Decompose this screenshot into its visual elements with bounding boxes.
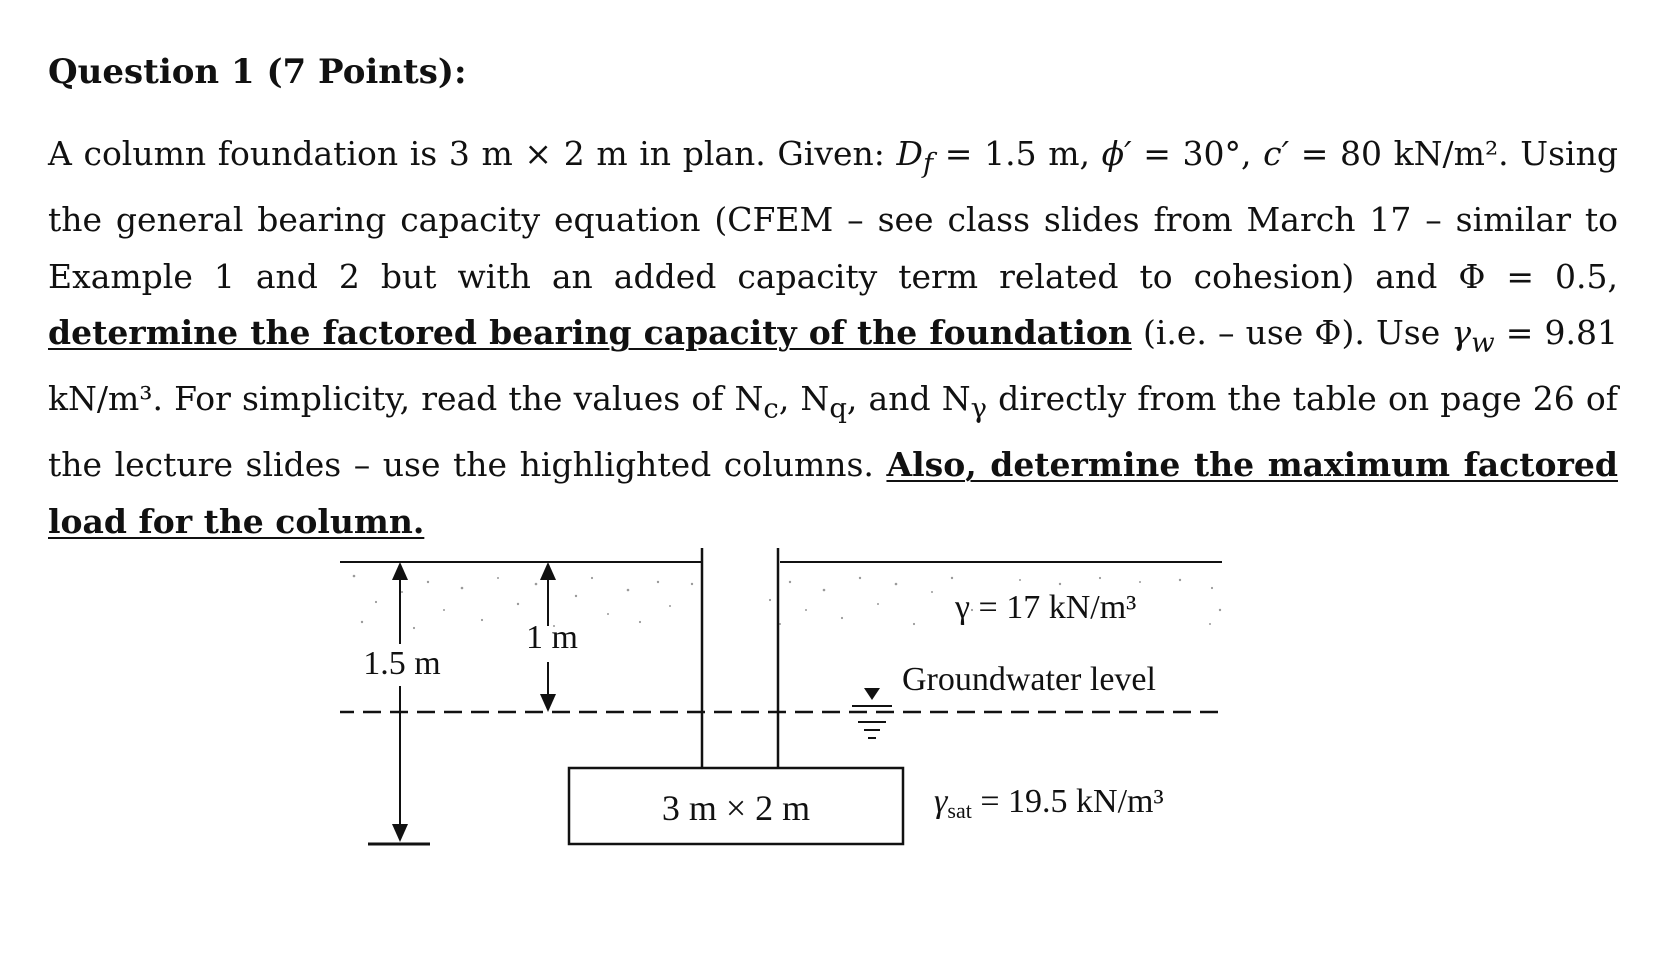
phi-symbol: ϕ′ [1101, 134, 1132, 173]
problem-text-2: = 1.5 m, [933, 134, 1102, 173]
cohesion-symbol: c′ [1263, 134, 1290, 173]
foundation-diagram [340, 548, 1300, 910]
problem-text-7: = 9.81 kN/m³. For simplicity, read the values of N [48, 313, 1618, 419]
problem-text-5: Using the general bearing capacity equation (CFEM – see class slides from March 17 – similar to Example 1 and 2 but with an added capacity term related to cohesion) and Φ = 0.5, [48, 134, 1618, 296]
problem-text-4: = 80 kN/m². [1289, 134, 1509, 173]
gamma-w-subscript: w [1471, 326, 1495, 359]
gamma-w-symbol: γ [1451, 313, 1472, 353]
df-subscript: f [922, 147, 934, 180]
gamma-sat-value: = 19.5 kN/m³ [971, 783, 1164, 820]
gamma-sat-subscript: sat [947, 798, 972, 823]
problem-statement [48, 126, 1618, 550]
problem-text-8: , N [778, 379, 830, 419]
df-symbol: D [896, 134, 923, 173]
problem-text-10: directly from the table on page 26 of the lecture slides – use the highlighted columns. [48, 379, 1618, 485]
depth-dimension-arrow [368, 562, 430, 844]
gw-depth-label: 1 m [526, 619, 578, 656]
nq-subscript: q [829, 392, 847, 425]
footing-dimension-label: 3 m × 2 m [661, 788, 811, 828]
task-emphasis-bearing-capacity: determine the factored bearing capacity of the foundation [48, 313, 1132, 353]
ngamma-subscript: γ [970, 392, 988, 425]
problem-text-1: A column foundation is 3 m × 2 m in plan. Given: [48, 134, 897, 173]
saturated-unit-weight-label [934, 783, 1164, 823]
unit-weight-label: γ = 17 kN/m³ [955, 589, 1137, 626]
problem-text-9: , and N [846, 379, 971, 419]
problem-text-6: (i.e. – use Φ). Use [1131, 313, 1452, 353]
column [702, 548, 778, 768]
problem-text-3: = 30°, [1131, 134, 1264, 173]
gamma-sat-symbol: γ [934, 783, 948, 820]
depth-label: 1.5 m [363, 645, 441, 682]
task-emphasis-max-load: Also, determine the maximum factored load for the column. [48, 445, 1618, 541]
groundwater-level-label: Groundwater level [902, 661, 1156, 698]
nc-subscript: c [763, 392, 779, 425]
question-title: Question 1 (7 Points): [48, 52, 467, 92]
